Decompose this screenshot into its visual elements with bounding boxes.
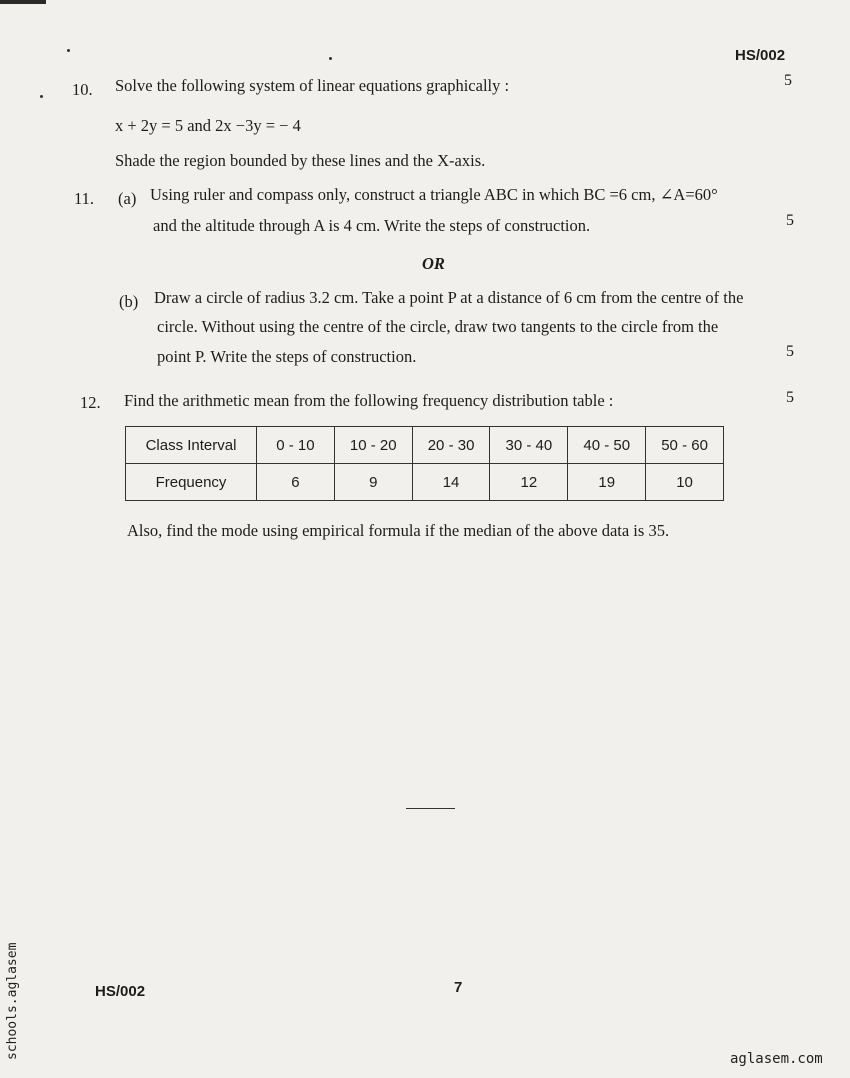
q11-part-b-line3: point P. Write the steps of construction. bbox=[157, 347, 417, 366]
speck bbox=[329, 57, 332, 60]
q10-instruction: Shade the region bounded by these lines and the X-axis. bbox=[115, 151, 486, 170]
q10-equations: x + 2y = 5 and 2x −3y = − 4 bbox=[115, 116, 301, 135]
speck bbox=[40, 95, 43, 98]
interval-cell: 40 - 50 bbox=[568, 427, 646, 464]
speck bbox=[67, 49, 70, 52]
watermark: aglasem.com bbox=[730, 1051, 823, 1067]
footer-paper-code: HS/002 bbox=[95, 983, 146, 1000]
q11-part-a-marks: 5 bbox=[786, 212, 794, 229]
interval-cell: 20 - 30 bbox=[412, 427, 490, 464]
q12-text: Find the arithmetic mean from the following frequency distribution table : bbox=[124, 391, 614, 410]
q12-marks: 5 bbox=[786, 389, 794, 406]
page-number: 7 bbox=[454, 979, 463, 996]
q10-number: 10. bbox=[72, 80, 93, 99]
q11-part-a-line1: Using ruler and compass only, construct a triangle ABC in which BC =6 cm, ∠A=60° bbox=[150, 185, 718, 204]
q11-part-a-label: (a) bbox=[118, 189, 137, 208]
frequency-cell: 6 bbox=[257, 464, 335, 501]
interval-cell: 50 - 60 bbox=[646, 427, 724, 464]
class-interval-row bbox=[126, 427, 724, 464]
interval-cell: 0 - 10 bbox=[257, 427, 335, 464]
q11-part-b-line2: circle. Without using the centre of the circle, draw two tangents to the circle from the bbox=[157, 317, 719, 336]
q11-part-b-marks: 5 bbox=[786, 343, 794, 360]
frequency-cell: 12 bbox=[490, 464, 568, 501]
q10-marks: 5 bbox=[784, 72, 792, 89]
frequency-cell: 19 bbox=[568, 464, 646, 501]
frequency-header: Frequency bbox=[126, 464, 257, 501]
q12-number: 12. bbox=[80, 393, 101, 412]
frequency-cell: 9 bbox=[334, 464, 412, 501]
interval-cell: 10 - 20 bbox=[334, 427, 412, 464]
header-paper-code: HS/002 bbox=[735, 47, 786, 64]
q10-text: Solve the following system of linear equations graphically : bbox=[115, 76, 510, 95]
frequency-row bbox=[126, 464, 724, 501]
q11-part-b-label: (b) bbox=[119, 292, 139, 311]
frequency-table bbox=[125, 426, 724, 501]
end-of-paper-rule bbox=[406, 808, 455, 809]
q11-part-a-line2: and the altitude through A is 4 cm. Write the steps of construction. bbox=[153, 216, 591, 235]
q11-or-label: OR bbox=[422, 254, 445, 273]
frequency-cell: 10 bbox=[646, 464, 724, 501]
class-interval-header: Class Interval bbox=[126, 427, 257, 464]
scan-edge-mark bbox=[0, 0, 46, 4]
frequency-cell: 14 bbox=[412, 464, 490, 501]
side-watermark: schools.aglasem bbox=[5, 942, 20, 1060]
q11-part-b-line1: Draw a circle of radius 3.2 cm. Take a point P at a distance of 6 cm from the centre of the bbox=[154, 288, 744, 307]
q12-followup: Also, find the mode using empirical formula if the median of the above data is 35. bbox=[127, 521, 670, 540]
interval-cell: 30 - 40 bbox=[490, 427, 568, 464]
q11-number: 11. bbox=[74, 189, 95, 208]
